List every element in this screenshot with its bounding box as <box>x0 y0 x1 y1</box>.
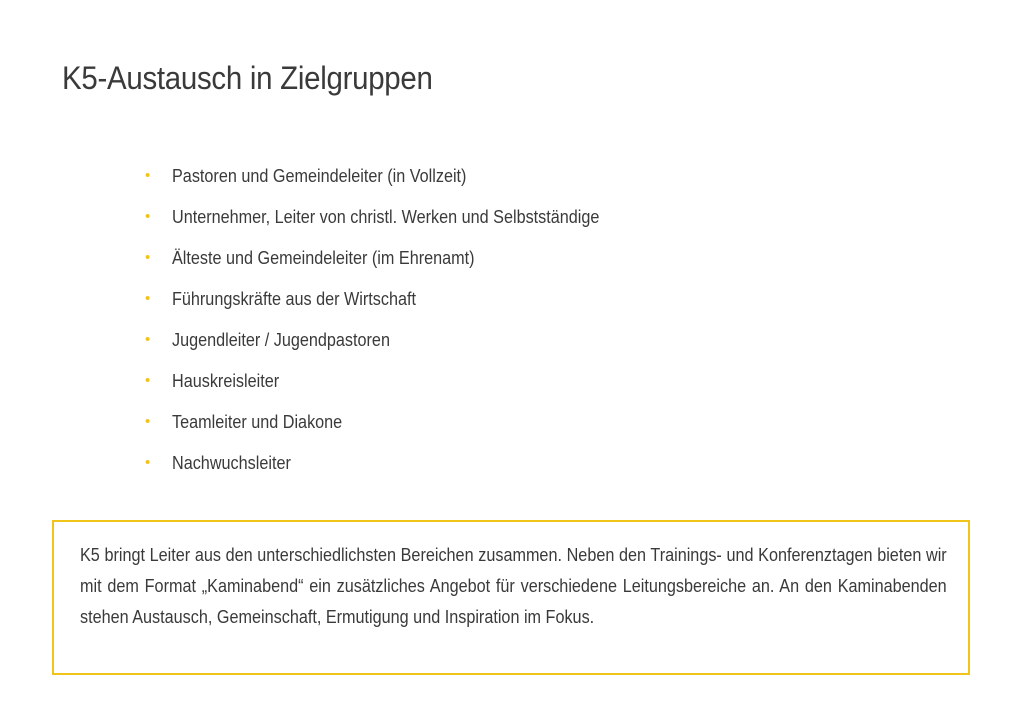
list-item-label: Älteste und Gemeindeleiter (im Ehrenamt) <box>172 248 475 268</box>
list-item <box>145 369 647 410</box>
list-item-label: Jugendleiter / Jugendpastoren <box>172 330 390 350</box>
list-item-label: Teamleiter und Diakone <box>172 412 343 432</box>
bullet-icon: • <box>145 249 151 266</box>
info-box <box>52 520 970 675</box>
target-group-list <box>145 164 647 492</box>
list-item-label: Hauskreisleiter <box>172 371 280 391</box>
bullet-icon: • <box>145 331 151 348</box>
list-item-label: Nachwuchsleiter <box>172 453 291 473</box>
bullet-icon: • <box>145 208 151 225</box>
info-text: K5 bringt Leiter aus den unterschiedlichsten Bereichen zusammen. Neben den Trainings- und Konferenztagen bieten wir mit dem Format „Kaminabend“ ein zusätzliches Angebot für verschiedene Leitungsbereiche an. An den Kaminabenden stehen Austausch, Gemeinschaft, Ermutigung und Inspiration im Fokus. <box>80 545 947 627</box>
list-item <box>145 410 647 451</box>
bullet-icon: • <box>145 290 151 307</box>
bullet-icon: • <box>145 372 151 389</box>
list-item-label: Führungskräfte aus der Wirtschaft <box>172 289 416 309</box>
list-item <box>145 164 647 205</box>
list-item <box>145 287 647 328</box>
bullet-icon: • <box>145 413 151 430</box>
list-item <box>145 246 647 287</box>
bullet-icon: • <box>145 454 151 471</box>
list-item <box>145 451 647 492</box>
list-item <box>145 328 647 369</box>
bullet-icon: • <box>145 167 151 184</box>
slide-title: K5-Austausch in Zielgruppen <box>62 60 433 96</box>
list-item-label: Unternehmer, Leiter von christl. Werken und Selbstständige <box>172 207 600 227</box>
list-item <box>145 205 647 246</box>
list-item-label: Pastoren und Gemeindeleiter (in Vollzeit) <box>172 166 467 186</box>
